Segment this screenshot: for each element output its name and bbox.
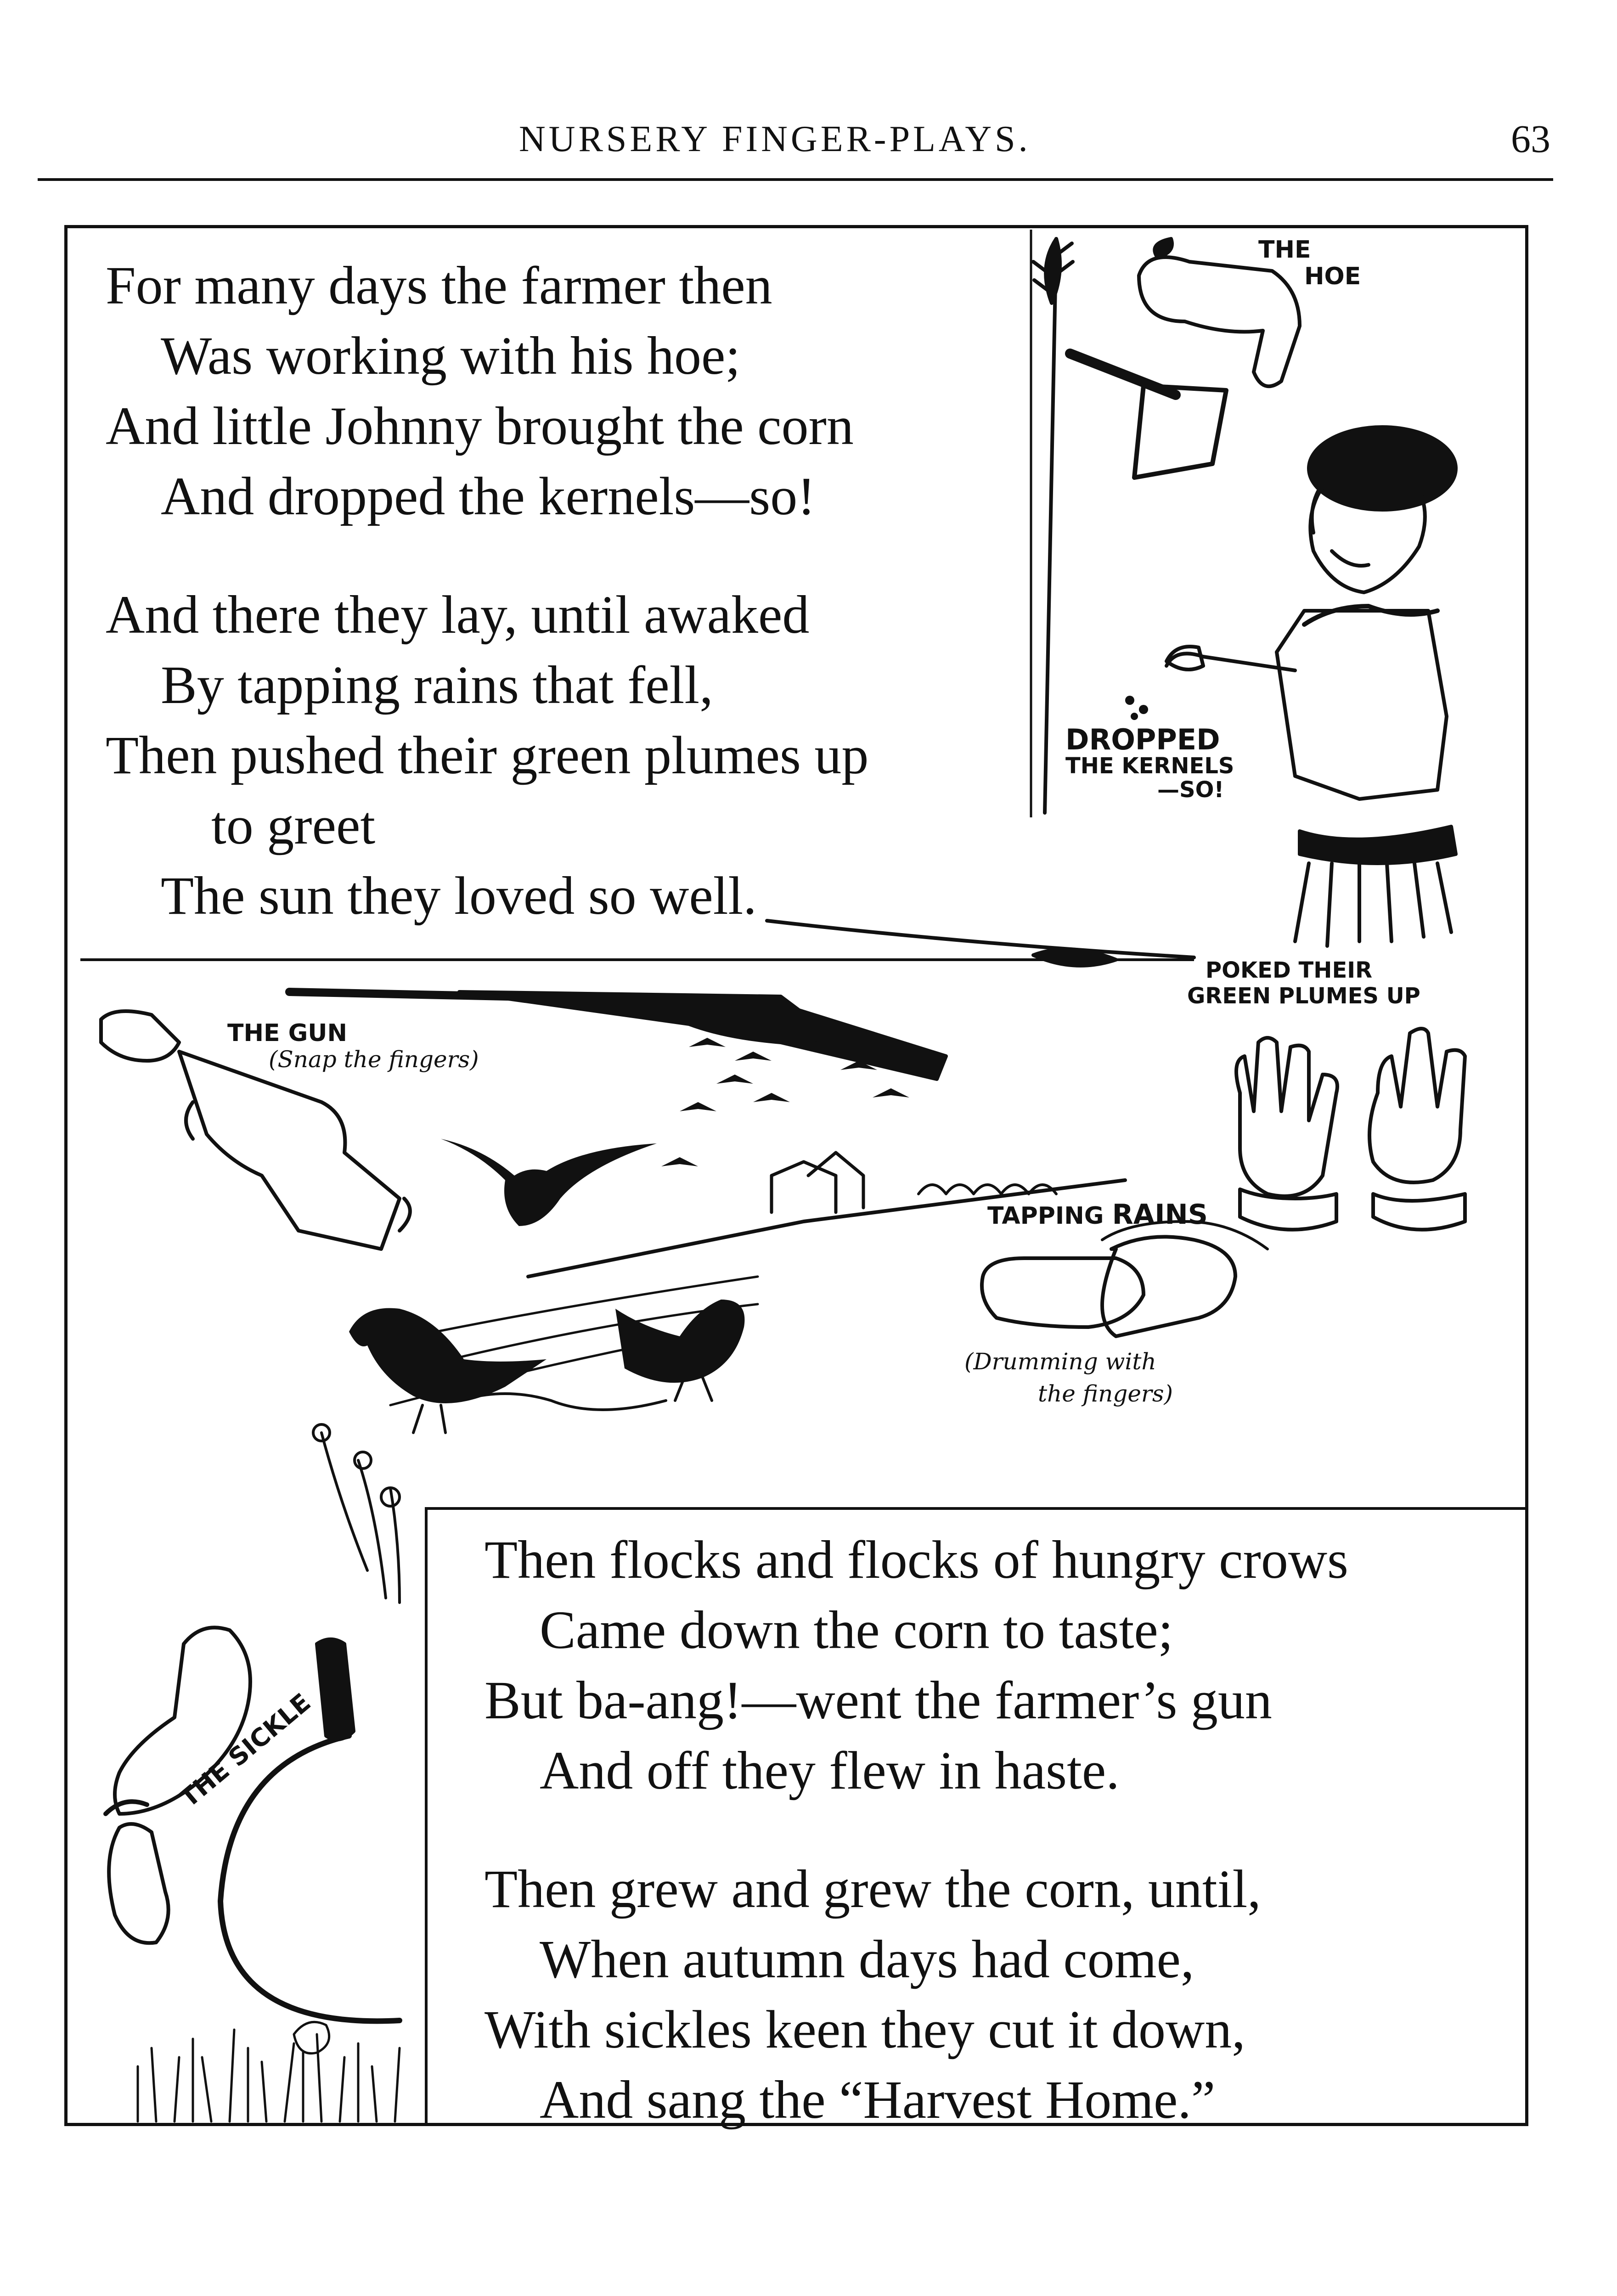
verse-line: to greet xyxy=(211,795,376,855)
grass-illustration xyxy=(138,2022,400,2122)
label-the-gun: THE GUN xyxy=(227,1019,348,1047)
verse-line: And little Johnny brought the corn xyxy=(106,396,854,456)
label-the-hoe xyxy=(1258,236,1361,290)
flowers-illustration xyxy=(313,1424,400,1603)
label-line: —SO! xyxy=(1157,777,1224,803)
verse-line: The sun they loved so well. xyxy=(161,866,757,926)
label-the-sickle: THE SICKLE xyxy=(175,1688,316,1813)
label-line: THE KERNELS xyxy=(1065,753,1234,779)
verse-line: And sang the “Harvest Home.” xyxy=(540,2070,1216,2130)
girl-illustration xyxy=(1166,427,1456,946)
wheat-long-illustration xyxy=(767,921,1194,966)
verse-line: When autumn days had come, xyxy=(540,1929,1194,1989)
label-line: (Drumming with xyxy=(964,1348,1156,1375)
label-line: DROPPED xyxy=(1065,723,1220,756)
verse-line: For many days the farmer then xyxy=(106,255,772,315)
label-line: GREEN PLUMES UP xyxy=(1187,983,1420,1009)
verse-line: With sickles keen they cut it down, xyxy=(485,1999,1245,2060)
label-line: the fingers) xyxy=(1038,1380,1173,1407)
verse-line: By tapping rains that fell, xyxy=(161,655,713,715)
verse-line: Then flocks and flocks of hungry crows xyxy=(485,1530,1348,1590)
verse-line: Was working with his hoe; xyxy=(161,326,741,386)
running-header: NURSERY FINGER-PLAYS. xyxy=(519,119,1031,159)
kernels-illustration xyxy=(1125,696,1148,720)
verse-line: And off they flew in haste. xyxy=(540,1740,1120,1801)
label-snap-fingers: (Snap the fingers) xyxy=(269,1046,479,1073)
verse-line: And dropped the kernels—so! xyxy=(161,466,816,526)
page-number: 63 xyxy=(1511,117,1550,161)
label-line: HOE xyxy=(1304,263,1361,290)
label-drumming-fingers xyxy=(964,1345,1173,1410)
label-line: RAINS xyxy=(1112,1199,1208,1231)
verse-line: Then grew and grew the corn, until, xyxy=(485,1859,1261,1919)
verse-line: And there they lay, until awaked xyxy=(106,585,810,645)
hoe-illustration xyxy=(1070,354,1226,478)
verse-line: Then pushed their green plumes up xyxy=(106,725,869,785)
label-line: TAPPING xyxy=(987,1202,1104,1230)
label-tapping-rains xyxy=(987,1201,1208,1230)
label-poked-plumes xyxy=(1187,957,1420,1009)
hands-raised-illustration xyxy=(1236,1029,1465,1230)
label-line: POKED THEIR xyxy=(1206,957,1373,983)
arm-sickle-illustration xyxy=(106,1627,250,1943)
crows-flying-illustration xyxy=(441,1033,909,1226)
verse-line: But ba-ang!—went the farmer’s gun xyxy=(485,1670,1272,1730)
crows-ground-illustration xyxy=(349,1300,744,1403)
verse-line: Came down the corn to taste; xyxy=(540,1600,1173,1660)
label-dropped-kernels xyxy=(1065,723,1234,803)
label-line: THE xyxy=(1258,236,1311,264)
sickle-illustration xyxy=(220,1639,400,2021)
hands-drumming-illustration xyxy=(982,1221,1268,1336)
